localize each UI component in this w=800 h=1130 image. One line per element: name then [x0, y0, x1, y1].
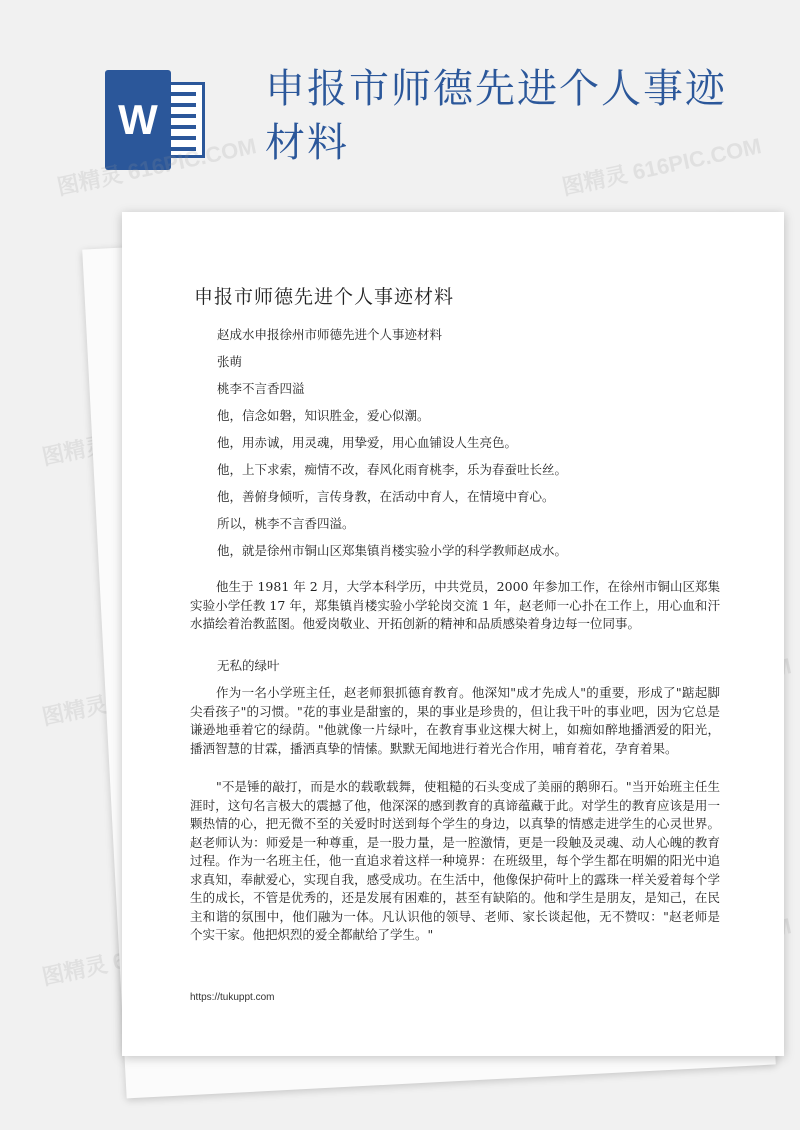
watermark: 图精灵 — [39, 951, 110, 990]
intro-line: 他，善俯身倾听，言传身教，在活动中育人，在情境中育心。 — [217, 489, 555, 504]
intro-line: 桃李不言香四溢 — [217, 381, 305, 396]
word-letter-badge: W — [105, 70, 171, 170]
watermark: 图精灵 616PIC.COM — [54, 133, 259, 200]
paragraph-bio: 他生于 1981 年 2 月，大学本科学历，中共党员，2000 年参加工作，在徐州市铜山区郑集实验小学任教 17 年，郑集镇肖楼实验小学轮岗交流 1 年，赵老师一心扑在工作上，用心血和汗水描绘着治教蓝图。他爱岗敬业、开拓创新的精神和品质感染着身边每一位同事。 — [190, 579, 720, 631]
author-line: 张萌 — [217, 354, 243, 369]
intro-line: 他，用赤诚，用灵魂，用挚爱，用心血铺设人生亮色。 — [217, 435, 518, 450]
section-heading: 无私的绿叶 — [217, 658, 280, 673]
watermark: 图精灵 — [39, 431, 110, 470]
document-title: 申报市师德先进个人事迹材料 — [194, 286, 455, 308]
header-title: 申报市师德先进个人事迹材料 — [265, 67, 727, 165]
word-app-icon — [105, 70, 210, 170]
watermark: 图精灵 — [39, 691, 110, 730]
footer-url: https://tukuppt.com — [190, 992, 275, 1003]
intro-line: 他，就是徐州市铜山区郑集镇肖楼实验小学的科学教师赵成水。 — [217, 543, 568, 558]
document-page — [122, 212, 784, 1056]
watermark: 图精灵 616PIC.COM — [559, 133, 764, 200]
paragraph-green-leaf: 作为一名小学班主任，赵老师狠抓德育教育。他深知"成才先成人"的重要，形成了"踮起脚尖看孩子"的习惯。"花的事业是甜蜜的，果的事业是珍贵的，但让我干叶的事业吧，因为它总是谦逊地垂着它的绿荫。"他就像一片绿叶，在教育事业这棵大树上，如痴如醉地播洒爱的阳光，播洒智慧的甘霖，播洒真挚的情愫。默默无闻地进行着光合作用，哺育着花，孕育着果。 — [190, 685, 720, 756]
paragraph-teacher-love: "不是锤的敲打，而是水的载歌载舞，使粗糙的石头变成了美丽的鹅卵石。"当开始班主任生涯时，这句名言极大的震撼了他，他深深的感到教育的真谛蕴藏于此。对学生的教育应该是用一颗热情的心，把无微不至的关爱时时送到每个学生的身边，以真挚的情感走进学生的心灵世界。赵老师认为：师爱是一种尊重，是一股力量，是一腔激情，更是一段触及灵魂、动人心魄的教育过程。作为一名班主任，他一直追求着这样一种境界：在班级里，每个学生都在明媚的阳光中追求真知，奉献爱心，实现自我，感受成功。在生活中，他像保护荷叶上的露珠一样关爱着每个学生的成长，不管是优秀的，还是发展有困难的，甚至有缺陷的。他和学生是朋友，是知己，在民主和谐的氛围中，他们融为一体。凡认识他的领导、老师、家长谈起他，无不赞叹："赵老师是个实干家。他把炽烈的爱全都献给了学生。" — [190, 779, 720, 942]
intro-line: 所以，桃李不言香四溢。 — [217, 516, 355, 531]
intro-line: 赵成水申报徐州市师德先进个人事迹材料 — [217, 327, 443, 342]
intro-lines — [217, 325, 727, 568]
intro-line: 他，上下求索，痴情不改，春风化雨育桃李，乐为春蚕吐长丝。 — [217, 462, 568, 477]
intro-line: 他，信念如磐，知识胜金，爱心似潮。 — [217, 408, 430, 423]
